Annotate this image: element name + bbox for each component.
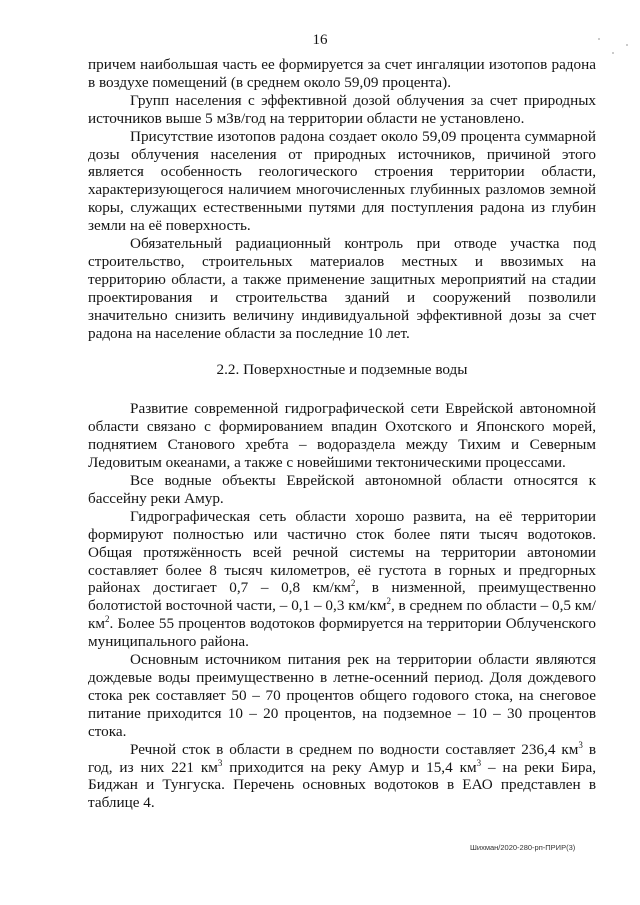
text-run: – на реки Бира, Биджан и Тунгуска. Перечень основных водотоков в ЕАО представлен в таблице 4. xyxy=(88,758,596,812)
text-run: Гидрографическая сеть области хорошо развита, на её территории формируют полностью или частично сток более пяти тысяч водотоков. Общая протяжённость всей речной системы на территории автономии составляет более 8 тысяч километров, её густота в горных и предгорных районах достигает 0,7 – 0,8 км/км xyxy=(88,507,596,597)
paragraph: Все водные объекты Еврейской автономной области относятся к бассейну реки Амур. xyxy=(88,472,596,507)
paragraph: Развитие современной гидрографической сети Еврейской автономной области связано с формированием впадин Охотского и Японского морей, поднятием Станового хребта – водораздела между Тихим и Северным Ледовитым океанами, а также с новейшими тектоническими процессами. xyxy=(88,400,596,472)
text-run: . Более 55 процентов водотоков формируется на территории Облученского муниципального района. xyxy=(88,615,596,651)
page-number: 16 xyxy=(312,32,328,48)
paragraph: Обязательный радиационный контроль при отводе участка под строительство, строительных материалов местных и ввозимых на территорию области, а также применение защитных мероприятий на стадии проектирования и строительства зданий и сооружений позволили значительно снизить величину индивидуальной эффективной дозы за счет радона на население области за последние 10 лет. xyxy=(88,235,596,342)
superscript: 3 xyxy=(217,757,223,768)
footer-reference: Шихман/2020-280-рп-ПРИР(3) xyxy=(470,843,576,852)
paragraph: причем наибольшая часть ее формируется за счет ингаляции изотопов радона в воздухе помещений (в среднем около 59,09 процента). xyxy=(88,56,596,91)
text-run: приходится на реку Амур и 15,4 км xyxy=(222,758,477,776)
paragraph: Основным источником питания рек на территории области являются дождевые воды преимущественно в летне-осенний период. Доля дождевого стока рек составляет 50 – 70 процентов общего годового стока, на снеговое питание приходится 10 – 20 процентов, на подземное – 10 – 30 процентов стока. xyxy=(88,651,596,740)
paragraph: Присутствие изотопов радона создает около 59,09 процента суммарной дозы облучения населения от природных источников, причиной этого является особенность геологического строения территории области, характеризующегося наличием многочисленных глубинных разломов земной коры, служащих естественными путями для поступления радона из глубин земли на её поверхность. xyxy=(88,127,596,235)
superscript: 3 xyxy=(578,739,583,750)
paragraph xyxy=(88,508,596,651)
paragraph xyxy=(88,741,596,813)
text-run: Речной сток в области в среднем по водности составляет 236,4 км xyxy=(130,740,579,758)
scan-speck xyxy=(612,52,614,54)
superscript: 2 xyxy=(350,578,356,589)
document-body xyxy=(88,56,596,812)
superscript: 2 xyxy=(386,596,391,607)
section-heading: 2.2. Поверхностные и подземные воды xyxy=(216,360,468,378)
text-run: в год, из них 221 км xyxy=(88,740,597,776)
text-run: , в среднем по области – 0,5 км/км xyxy=(88,597,596,633)
scan-speck xyxy=(626,44,628,46)
paragraph: Групп населения с эффективной дозой облучения за счет природных источников выше 5 мЗв/год на территории области не установлено. xyxy=(88,91,596,127)
scan-speck xyxy=(598,38,600,40)
superscript: 3 xyxy=(476,757,482,768)
superscript: 2 xyxy=(105,614,110,625)
text-run: , в низменной, преимущественно болотистой восточной части, – 0,1 – 0,3 км/км xyxy=(88,579,596,615)
